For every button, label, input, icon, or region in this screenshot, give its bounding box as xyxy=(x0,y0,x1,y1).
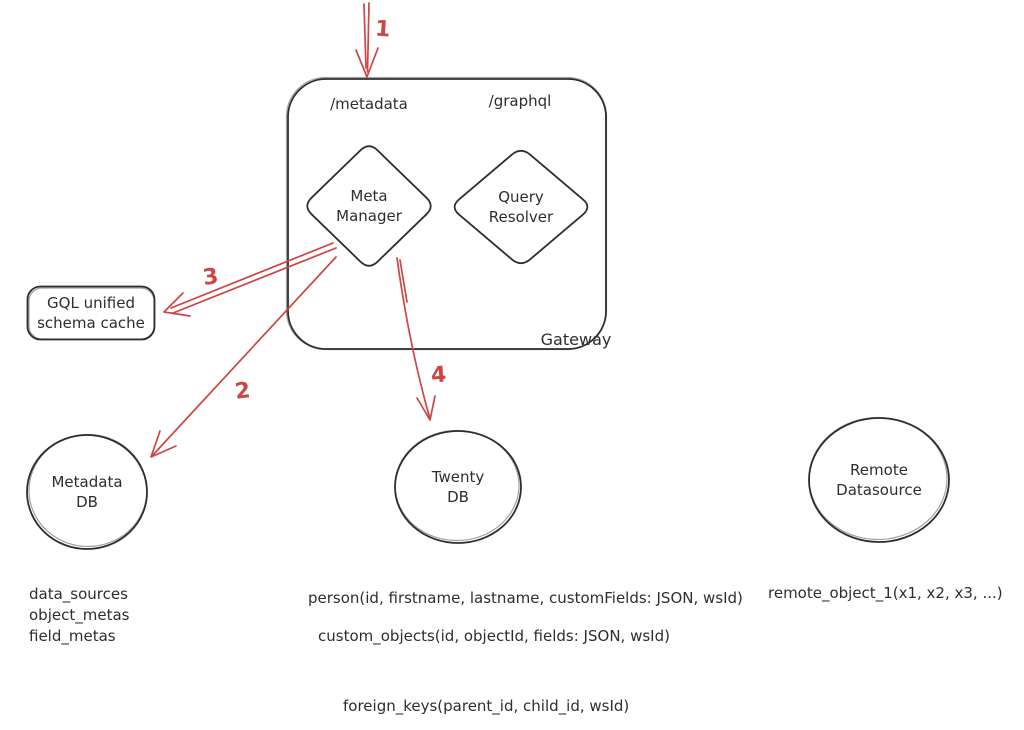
arrow-2-to-metadata-db xyxy=(151,257,336,457)
metadata-db-table-object-metas: object_metas xyxy=(29,606,130,624)
meta-manager-label xyxy=(309,186,429,226)
custom-objects-table-annotation: custom_objects(id, objectId, fields: JSON, wsId) xyxy=(318,627,670,645)
query-resolver-label-line1: Query xyxy=(498,188,544,206)
schema-cache-label xyxy=(27,286,155,340)
query-resolver-label xyxy=(461,187,581,227)
gateway-route-metadata-label: /metadata xyxy=(330,95,408,113)
query-resolver-label-line2: Resolver xyxy=(488,208,554,226)
metadata-db-label-line1: Metadata xyxy=(51,473,123,491)
twenty-db-label-line1: Twenty xyxy=(431,468,485,486)
remote-object-table-annotation: remote_object_1(x1, x2, x3, ...) xyxy=(768,584,1003,602)
schema-cache-label-line1: GQL unified xyxy=(47,294,135,312)
arrow-3-step-number: 3 xyxy=(201,264,220,291)
arrow-1-step-number: 1 xyxy=(374,16,392,43)
arrow-3-to-schema-cache xyxy=(164,243,336,316)
arrow-2-step-number: 2 xyxy=(233,378,252,405)
gateway-title: Gateway xyxy=(540,330,612,349)
foreign-keys-table-annotation: foreign_keys(parent_id, child_id, wsId) xyxy=(343,697,630,715)
remote-datasource-label xyxy=(809,460,949,500)
gateway-route-graphql-label: /graphql xyxy=(488,92,552,110)
meta-manager-label-line2: Manager xyxy=(336,207,402,225)
metadata-db-table-field-metas: field_metas xyxy=(29,627,116,645)
schema-cache-label-line2: schema cache xyxy=(37,314,145,332)
arrow-4-step-number: 4 xyxy=(430,362,448,389)
remote-datasource-label-line2: Datasource xyxy=(836,481,922,499)
metadata-db-label xyxy=(27,472,147,512)
twenty-db-label-line2: DB xyxy=(447,488,469,506)
metadata-db-label-line2: DB xyxy=(76,493,98,511)
twenty-db-label xyxy=(398,467,518,507)
metadata-db-tables xyxy=(29,584,129,647)
arrow-4-to-twenty-db xyxy=(397,258,435,420)
meta-manager-label-line1: Meta xyxy=(350,187,388,205)
person-table-annotation: person(id, firstname, lastname, customFields: JSON, wsId) xyxy=(308,589,743,607)
metadata-db-table-data-sources: data_sources xyxy=(29,585,128,603)
remote-datasource-label-line1: Remote xyxy=(850,461,908,479)
